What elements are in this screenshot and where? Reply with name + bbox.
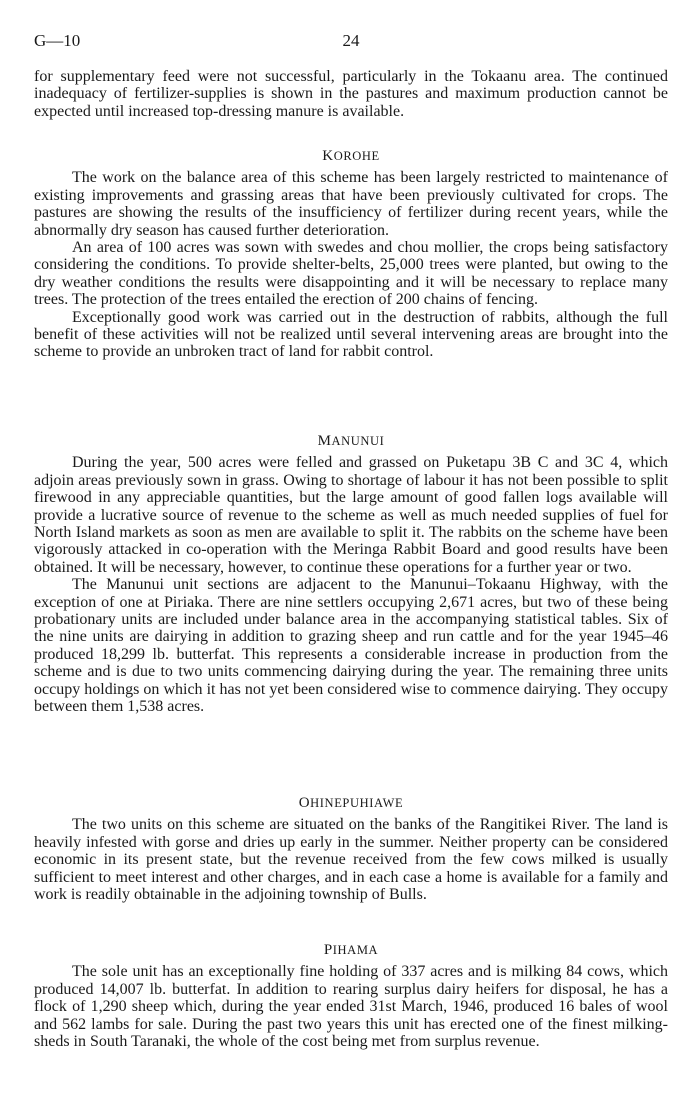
ohinepuhiawe-paragraph: The two units on this scheme are situated on the banks of the Rangitikei River. The land is heavily infested with gorse and dries up early in the summer. Neither property can be considered economic in its present state, but the revenue received from the few cows milked is usually sufficient to meet interest and other charges, and in each case a home is available for a family and work is readily obtainable in the adjoining township of Bulls. xyxy=(34,816,668,904)
section-heading-ohinepuhiawe: OHINEPUHIAWE xyxy=(298,795,404,811)
pihama-section xyxy=(34,942,668,1050)
page-header xyxy=(34,32,668,52)
korohe-section xyxy=(34,148,668,361)
manunui-section xyxy=(34,433,668,716)
section-heading-korohe: KOROHE xyxy=(322,148,380,164)
korohe-paragraph-2: An area of 100 acres was sown with swedes and chou mollier, the crops being satisfactory considering the conditions. To provide shelter-belts, 25,000 trees were planted, but owing to the dry weather conditions the results were disappointing and it will be necessary to replace many trees. The protection of the trees entailed the erection of 200 chains of fencing. xyxy=(34,239,668,309)
section-heading-pihama: PIHAMA xyxy=(323,942,379,958)
section-heading-manunui: MANUNUI xyxy=(317,433,385,449)
intro-paragraph: for supplementary feed were not successful, particularly in the Tokaanu area. The continued inadequacy of fertilizer-supplies is shown in the pastures and maximum production cannot be expected until increased top-dressing manure is available. xyxy=(34,68,668,120)
pihama-paragraph: The sole unit has an exceptionally fine holding of 337 acres and is milking 84 cows, which produced 14,007 lb. butterfat. In addition to rearing surplus dairy heifers for disposal, he has a flock of 1,290 sheep which, during the year ended 31st March, 1946, produced 16 bales of wool and 562 lambs for sale. During the past two years this unit has erected one of the finest milking-sheds in South Taranaki, the whole of the cost being met from surplus revenue. xyxy=(34,963,668,1051)
korohe-paragraph-1: The work on the balance area of this scheme has been largely restricted to maintenance of existing improvements and grassing areas that have been previously cultivated for crops. The pastures are showing the results of the insufficiency of fertilizer during recent years, while the abnormally dry season has caused further deterioration. xyxy=(34,169,668,239)
document-page xyxy=(34,0,668,1119)
manunui-paragraph-1: During the year, 500 acres were felled and grassed on Puketapu 3B C and 3C 4, which adjoin areas previously sown in grass. Owing to shortage of labour it has not been possible to split firewood in any appreciable quantities, but the large amount of good fallen logs available will provide a lucrative source of revenue to the scheme as well as much needed supplies of fuel for North Island markets as soon as men are available to split it. The rabbits on the scheme have been vigorously attacked in co-operation with the Meringa Rabbit Board and good results have been obtained. It will be necessary, however, to continue these operations for a further year or two. xyxy=(34,454,668,576)
intro-section xyxy=(34,68,668,120)
korohe-paragraph-3: Exceptionally good work was carried out in the destruction of rabbits, although the full benefit of these activities will not be realized until several intervening areas are brought into the scheme to provide an unbroken tract of land for rabbit control. xyxy=(34,308,668,361)
report-code: G—10 xyxy=(34,31,81,50)
ohinepuhiawe-section xyxy=(34,795,668,903)
manunui-paragraph-2: The Manunui unit sections are adjacent to the Manunui–Tokaanu Highway, with the exception of one at Piriaka. There are nine settlers occupying 2,671 acres, but two of these being probationary units are included under balance area in the accompanying statistical tables. Six of the nine units are dairying in addition to grazing sheep and run cattle and for the year 1945–46 produced 18,299 lb. butterfat. This represents a considerable increase in production from the scheme and is due to two units commencing dairying during the year. The remaining three units occupy holdings on which it has not yet been considered wise to commence dairying. They occupy between them 1,538 acres. xyxy=(34,576,668,716)
page-number: 24 xyxy=(342,31,360,50)
